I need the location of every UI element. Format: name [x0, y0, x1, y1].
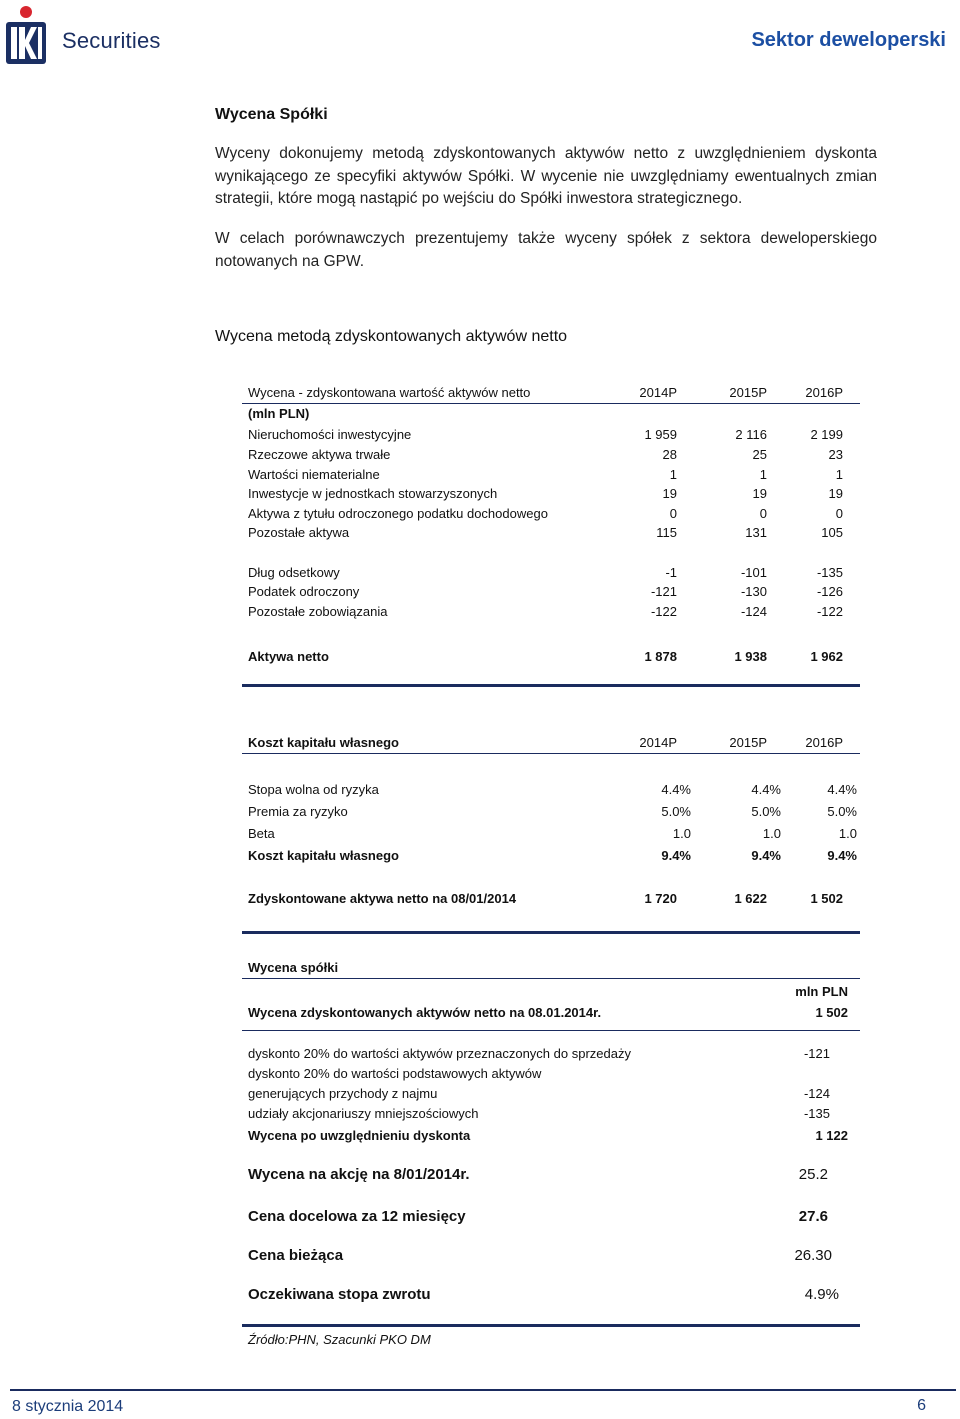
after-discount-row [248, 1128, 860, 1148]
cell: 1 938 [734, 649, 767, 664]
cell: 115 [656, 525, 677, 540]
cell: 2 116 [735, 427, 767, 442]
cell: 27.6 [798, 1208, 828, 1225]
row-label: Premia za ryzyko [248, 804, 348, 819]
cell: 5.0% [827, 804, 857, 819]
row-label: Wycena na akcję na 8/01/2014r. [248, 1166, 470, 1183]
cell: 25 [752, 447, 767, 462]
nav-header-label: Wycena - zdyskontowana wartość aktywów netto [248, 385, 531, 400]
cell: -124 [740, 604, 767, 619]
cell: -121 [650, 584, 677, 599]
cell: 26.30 [794, 1247, 832, 1264]
unit-text: mln PLN [795, 984, 848, 999]
expected-return-row [248, 1286, 860, 1306]
row-label: Aktywa netto [248, 649, 329, 664]
cell: 1 622 [734, 891, 767, 906]
coe-table-header [248, 735, 860, 755]
cell: 1 720 [644, 891, 677, 906]
table-row [248, 467, 860, 487]
cell: -135 [803, 1106, 830, 1121]
cell: 1 122 [815, 1128, 848, 1143]
intro-paragraph-2: W celach porównawczych prezentujemy także wyceny spółek z sektora deweloperskiego notowanych na GPW. [215, 230, 877, 270]
cell: 1.0 [672, 826, 691, 841]
row-label: Nieruchomości inwestycyjne [248, 427, 412, 442]
cell: 28 [662, 447, 677, 462]
cell: 1.0 [838, 826, 857, 841]
per-share-row [248, 1166, 860, 1186]
cell: 1 [759, 467, 767, 482]
valuation-header-label: Wycena spółki [248, 960, 339, 975]
cell: 23 [828, 447, 843, 462]
cell: -130 [740, 584, 767, 599]
row-label: Pozostałe zobowiązania [248, 604, 388, 619]
row-label: Zdyskontowane aktywa netto na 08/01/2014 [248, 891, 517, 906]
cell: -122 [650, 604, 677, 619]
row-label: Dług odsetkowy [248, 565, 340, 580]
cell: 5.0% [751, 804, 781, 819]
nav-table-header [248, 385, 860, 405]
nav-value-row [248, 1005, 860, 1025]
cell: 9.4% [751, 848, 781, 863]
table-row [248, 584, 860, 604]
valuation-header [248, 960, 860, 980]
row-label: Aktywa z tytułu odroczonego podatku dochodowego [248, 506, 548, 521]
cell: 4.9% [804, 1286, 839, 1303]
row-label: generujących przychody z najmu [248, 1086, 438, 1101]
current-price-row [248, 1247, 860, 1267]
cell: 19 [828, 486, 843, 501]
cell: 4.4% [751, 782, 781, 797]
coe-header-label: Koszt kapitału własnego [248, 735, 399, 750]
row-label: Wartości niematerialne [248, 467, 380, 482]
table-row [248, 604, 860, 624]
row-label: Rzeczowe aktywa trwałe [248, 447, 391, 462]
unit-row [248, 984, 860, 1004]
page-number: 6 [917, 1397, 926, 1414]
cell: 9.4% [827, 848, 857, 863]
cell: 1 [835, 467, 843, 482]
divider [242, 753, 860, 754]
row-label: Oczekiwana stopa zwrotu [248, 1286, 431, 1303]
cell: 1 [669, 467, 677, 482]
divider [242, 931, 860, 934]
footer-divider [10, 1389, 956, 1391]
divider [242, 978, 860, 979]
unit-label [248, 406, 860, 426]
row-label: Inwestycje w jednostkach stowarzyszonych [248, 486, 498, 501]
divider [242, 1030, 860, 1031]
footer-date: 8 stycznia 2014 [12, 1398, 124, 1415]
cell: 9.4% [661, 848, 691, 863]
section-title: Sektor deweloperski [751, 29, 946, 51]
unit-text: (mln PLN) [248, 406, 310, 421]
table-row [248, 826, 860, 846]
cell: 19 [752, 486, 767, 501]
pko-logo-icon [4, 4, 48, 66]
table-row [248, 506, 860, 526]
row-label: Pozostałe aktywa [248, 525, 350, 540]
table-row [248, 486, 860, 506]
cell: -121 [803, 1046, 830, 1061]
discount-row [248, 1086, 860, 1106]
year-col-3: 2016P [805, 735, 843, 750]
cell: -126 [816, 584, 843, 599]
cell: 105 [821, 525, 843, 540]
discount-row [248, 1106, 860, 1126]
row-label: Podatek odroczony [248, 584, 360, 599]
discounted-nav-row [248, 891, 860, 911]
cell: -122 [816, 604, 843, 619]
source-note: Źródło:PHN, Szacunki PKO DM [248, 1332, 431, 1347]
cell: 25.2 [798, 1166, 828, 1183]
cell: 1 959 [644, 427, 677, 442]
cell: 1 502 [810, 891, 843, 906]
row-label: Beta [248, 826, 275, 841]
row-label: Wycena zdyskontowanych aktywów netto na 08.01.2014r. [248, 1005, 602, 1020]
total-row [248, 848, 860, 868]
row-label: Koszt kapitału własnego [248, 848, 399, 863]
divider [242, 1324, 860, 1327]
row-label: Cena bieżąca [248, 1247, 344, 1264]
cell: 1 502 [815, 1005, 848, 1020]
row-label: Stopa wolna od ryzyka [248, 782, 379, 797]
total-row [248, 649, 860, 669]
year-col-1: 2014P [639, 385, 677, 400]
cell: 131 [745, 525, 767, 540]
cell: 0 [835, 506, 843, 521]
cell: 19 [662, 486, 677, 501]
cell: 1.0 [762, 826, 781, 841]
intro-paragraph-1: Wyceny dokonujemy metodą zdyskontowanych aktywów netto z uwzględnieniem dyskonta wynikającego ze specyfiki aktywów Spółki. W wycenie nie uwzględniamy ewentualnych zmian strategii, które mogą nastąpić po wejściu do Spółki inwestora strategicznego. [215, 145, 877, 207]
row-label: udziały akcjonariuszy mniejszościowych [248, 1106, 479, 1121]
valuation-heading: Wycena Spółki [215, 106, 328, 123]
table-row [248, 447, 860, 467]
cell: -1 [665, 565, 677, 580]
target-price-row [248, 1208, 860, 1228]
cell: 4.4% [827, 782, 857, 797]
nav-table-heading: Wycena metodą zdyskontowanych aktywów netto [215, 328, 568, 345]
discount-row [248, 1066, 860, 1086]
table-row [248, 782, 860, 802]
cell: 2 199 [810, 427, 843, 442]
row-label: Wycena po uwzględnieniu dyskonta [248, 1128, 471, 1143]
brand-name: Securities [62, 28, 161, 53]
row-label: dyskonto 20% do wartości aktywów przeznaczonych do sprzedaży [248, 1046, 631, 1061]
row-label: Cena docelowa za 12 miesięcy [248, 1208, 466, 1225]
discount-row [248, 1046, 860, 1066]
year-col-3: 2016P [805, 385, 843, 400]
table-row [248, 525, 860, 545]
row-label: dyskonto 20% do wartości podstawowych aktywów [248, 1066, 542, 1081]
cell: 0 [759, 506, 767, 521]
cell: 5.0% [661, 804, 691, 819]
cell: -135 [816, 565, 843, 580]
cell: -124 [803, 1086, 830, 1101]
table-row [248, 804, 860, 824]
divider [242, 403, 860, 404]
divider [242, 684, 860, 687]
cell: 1 962 [810, 649, 843, 664]
cell: 4.4% [661, 782, 691, 797]
table-row [248, 565, 860, 585]
year-col-2: 2015P [729, 385, 767, 400]
cell: -101 [740, 565, 767, 580]
year-col-2: 2015P [729, 735, 767, 750]
year-col-1: 2014P [639, 735, 677, 750]
cell: 1 878 [644, 649, 677, 664]
table-row [248, 427, 860, 447]
cell: 0 [669, 506, 677, 521]
